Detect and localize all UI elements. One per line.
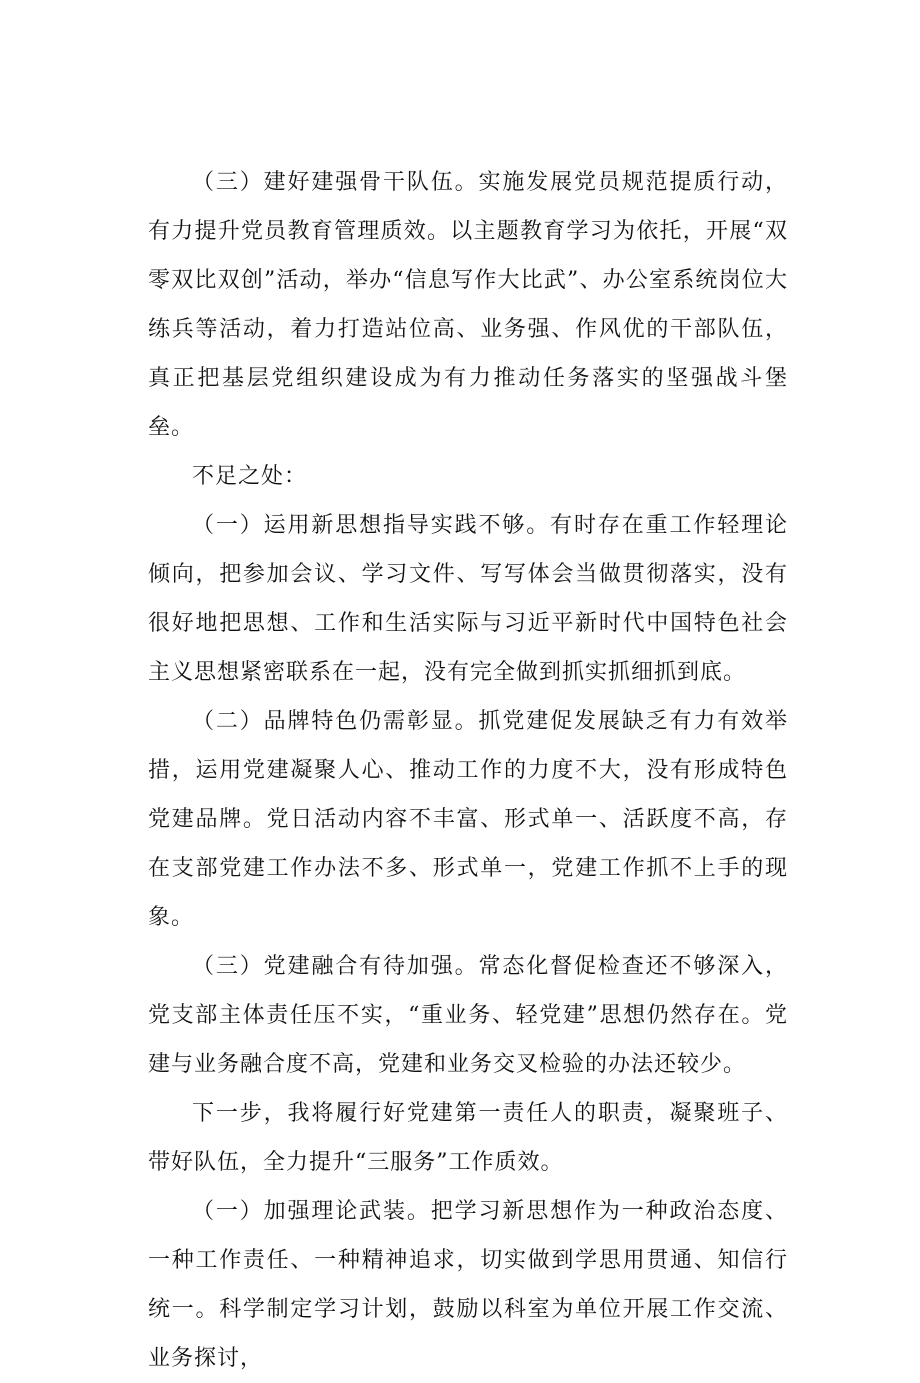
paragraph-shortcoming-1: （一）运用新思想指导实践不够。有时存在重工作轻理论倾向，把参加会议、学习文件、写写体会当做贯彻落实，没有很好地把思想、工作和生活实际与习近平新时代中国特色社会主义思想紧密联系在一起，没有完全做到抓实抓细抓到底。 [148,513,788,685]
paragraph-next-steps: 下一步，我将履行好党建第一责任人的职责，凝聚班子、带好队伍，全力提升“三服务”工作质效。 [148,1101,788,1175]
paragraph-shortcoming-3: （三）党建融合有待加强。常态化督促检查还不够深入，党支部主体责任压不实，“重业务、轻党建”思想仍然存在。党建与业务融合度不高，党建和业务交叉检验的办法还较少。 [148,954,788,1077]
paragraph-next-step-1: （一）加强理论武装。把学习新思想作为一种政治态度、一种工作责任、一种精神追求，切实做到学思用贯通、知信行统一。科学制定学习计划，鼓励以科室为单位开展工作交流、业务探讨， [148,1199,788,1371]
paragraph-shortcomings-heading: 不足之处： [192,464,308,489]
paragraph-backbone-team: （三）建好建强骨干队伍。实施发展党员规范提质行动，有力提升党员教育管理质效。以主题教育学习为依托，开展“双零双比双创”活动，举办“信息写作大比武”、办公室系统岗位大练兵等活动，着力打造站位高、业务强、作风优的干部队伍，真正把基层党组织建设成为有力推动任务落实的坚强战斗堡垒。 [148,170,788,440]
document-body [148,158,788,1383]
paragraph-shortcoming-2: （二）品牌特色仍需彰显。抓党建促发展缺乏有力有效举措，运用党建凝聚人心、推动工作的力度不大，没有形成特色党建品牌。党日活动内容不丰富、形式单一、活跃度不高，存在支部党建工作办法不多、形式单一，党建工作抓不上手的现象。 [148,709,788,930]
